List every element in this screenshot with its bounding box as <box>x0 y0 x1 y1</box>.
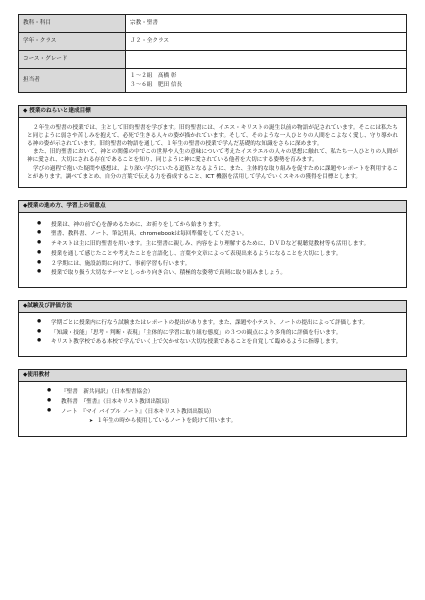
list-item: ● テキストは主に旧約聖書を用います。主に聖書に親しみ、内容をより理解するために、ＤＶＤなど視聴覚教材等も活用します。 <box>37 240 398 248</box>
section-body <box>19 313 406 356</box>
list-item: ● 授業を通して感じたことや考えたことを言語化し、言葉や文章によって表現出来るようになることを大切にします。 <box>37 250 398 258</box>
info-value: 宗教・聖書 <box>126 15 407 33</box>
syllabus-page <box>18 14 407 437</box>
material-publisher: （日本キリスト教団出版局） <box>144 408 215 415</box>
material-name: ノート 『マイ バイブル ノート』 <box>61 408 145 415</box>
materials-list <box>27 388 398 416</box>
teacher-line: ３～６組 肥田 信長 <box>130 81 183 88</box>
list-item <box>47 388 398 396</box>
list-item: ● 学期ごとに授業内に行なう試験またはレポートの提出があります。また、課題や小テスト、ノートの提出によって評価します。 <box>37 319 398 327</box>
section-body <box>19 382 406 436</box>
method-list <box>27 221 398 278</box>
aims-section <box>18 105 407 188</box>
course-info-table <box>18 14 407 93</box>
materials-section <box>18 369 407 437</box>
aims-paragraph: 学びの過程で抱いた疑問や感想は、より深い学びにいたる道筋となるように、また、主体的な取り組みを促すために課題やレポートを利用することがあります。調べてまとめ、自分の言葉で伝える力を養成すること、ICT 機器を活用して学んでいくスキルの獲得を目標とします。 <box>27 165 398 180</box>
material-note <box>27 417 398 426</box>
list-item: ● 授業は、神の前で心を静めるために、お祈りをしてから始まります。 <box>37 221 398 229</box>
info-label: 学年・クラス <box>19 33 126 51</box>
list-item: ● 授業で取り扱う大切なテーマとしっかり向き合い、積極的な姿勢で真剣に取り組みましょう。 <box>37 269 398 277</box>
section-title: ◆試験及び評価方法 <box>19 301 406 313</box>
info-row-grade-class <box>19 33 407 51</box>
info-label: 担当者 <box>19 69 126 93</box>
evaluation-section <box>18 300 407 357</box>
list-item: ● 聖書、教科書、ノート、筆記用具、chromebookは毎回準備をしてください。 <box>37 230 398 238</box>
list-item <box>47 408 398 416</box>
evaluation-list <box>27 319 398 347</box>
section-title: ◆ 授業のねらいと達成目標 <box>19 106 406 118</box>
info-label: 教科・科目 <box>19 15 126 33</box>
method-section <box>18 200 407 288</box>
section-title: ◆使用教材 <box>19 370 406 382</box>
info-label: コース・グレード <box>19 51 126 69</box>
material-name: 『聖書 新共同訳』 <box>61 389 112 396</box>
info-row-subject <box>19 15 407 33</box>
list-item <box>47 398 398 406</box>
aims-paragraph: ２年生の聖書の授業では、主として旧約聖書を学びます。旧約聖書には、イエス・キリストの誕生以前の物語が記されています。そこには私たちと同じように弱さや苦しみを抱えて、必死で生きる人々の姿が描かれています。そして、そのような一人ひとりの人間をこよなく愛し、守り導かれる神の姿が示されています。旧約聖書の物語を通して、１年生の聖書の授業で学んだ基礎的な知識をさらに深めます。 <box>27 125 398 148</box>
material-publisher: （日本聖書協会） <box>111 389 154 396</box>
info-row-course <box>19 51 407 69</box>
info-row-teacher <box>19 69 407 93</box>
list-item: ● キリスト教学校である本校で学んでいく上で欠かせない大切な授業であることを自覚して臨めるように指導します。 <box>37 338 398 346</box>
list-item: ● 「知識・技能」「思考・判断・表現」「主体的に学習に取り組む態度」の３つの観点により多角的に評価を行います。 <box>37 329 398 337</box>
list-item: ● ２学期には、施設訪問に向けて、事前学習も行います。 <box>37 260 398 268</box>
section-title: ◆授業の進め方、学習上の留意点 <box>19 201 406 213</box>
material-name: 教科書 『聖書』 <box>61 398 103 405</box>
section-body <box>19 118 406 187</box>
info-value <box>126 69 407 93</box>
arrow-right-icon: ➤ <box>89 419 94 425</box>
info-value: Ｊ２・全クラス <box>126 33 407 51</box>
info-value <box>126 51 407 69</box>
material-publisher: （日本キリスト教団出版局） <box>102 398 173 405</box>
material-note-text: １年生の時から使用しているノートを続けて用います。 <box>97 418 237 425</box>
section-body <box>19 213 406 287</box>
aims-paragraph: また、旧約聖書において、神との関係の中でこの世界や人生の意味について考えたイスラエルの人々の思想に触れて、私たち一人ひとりの人間が神に愛され、大切にされる存在であることを知り、同じように神に愛されている他者を大切にする姿勢を育みます。 <box>27 149 398 164</box>
teacher-line: １～２組 髙橋 彰 <box>130 73 177 80</box>
